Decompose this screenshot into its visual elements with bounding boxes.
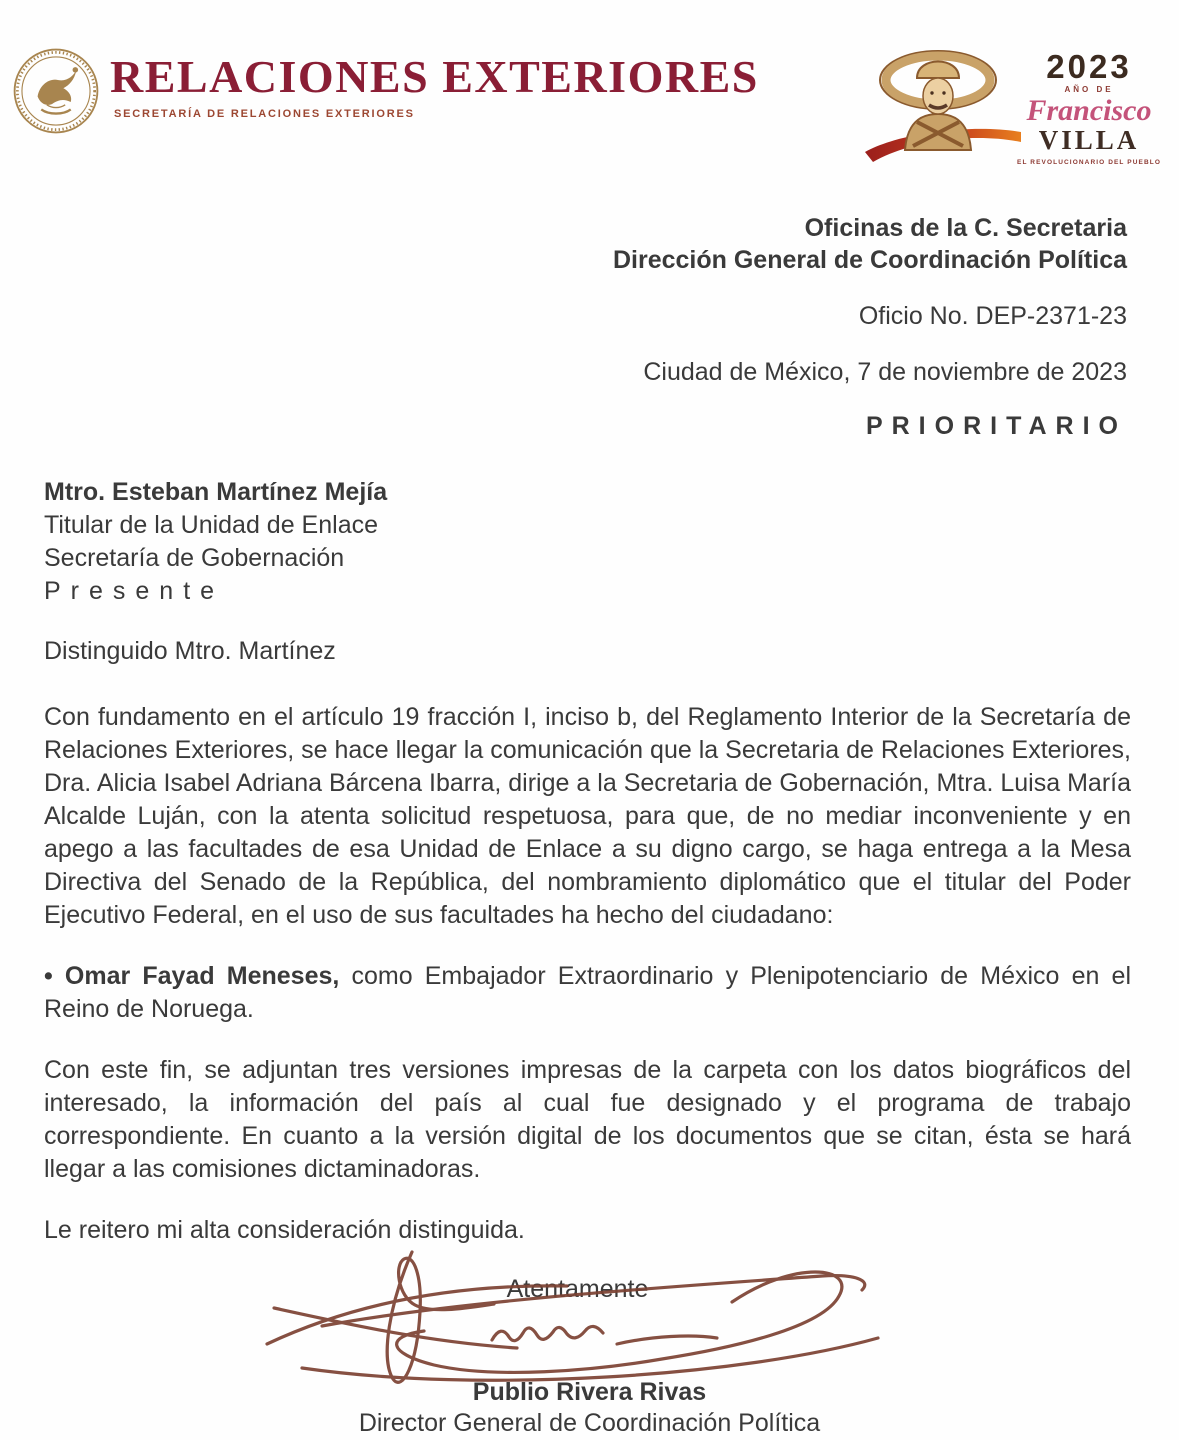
villa-logo-text — [1013, 50, 1165, 166]
villa-name-caps: VILLA — [1038, 125, 1140, 155]
closing-line: Le reitero mi alta consideración distinguida. — [44, 1216, 525, 1244]
recipient-org: Secretaría de Gobernación — [44, 544, 345, 572]
present-label: Presente — [44, 577, 225, 605]
oficio-number: Oficio No. DEP-2371-23 — [858, 302, 1127, 330]
appointee-name: • Omar Fayad Meneses, — [44, 962, 340, 990]
francisco-villa-portrait-icon — [863, 38, 1023, 178]
brand-title: RELACIONES EXTERIORES — [110, 51, 759, 102]
dateline: Ciudad de México, 7 de noviembre de 2023 — [643, 358, 1127, 386]
recipient-name: Mtro. Esteban Martínez Mejía — [44, 478, 388, 506]
villa-small-caption: AÑO DE — [1064, 85, 1114, 94]
appointee-role: como Embajador Extraordinario y Plenipotenciario de México en el Reino de Noruega. — [44, 962, 1131, 1023]
sre-brand-block — [10, 38, 759, 144]
villa-year: 2023 — [1046, 48, 1132, 85]
brand-text — [110, 38, 759, 120]
signer-name: Publio Rivera Rivas — [472, 1378, 707, 1406]
villa-2023-logo — [863, 38, 1165, 178]
villa-name-script: Francisco — [1026, 94, 1152, 127]
signer-title: Director General de Coordinación Política — [358, 1409, 821, 1437]
office-line-1: Oficinas de la C. Secretaria — [804, 214, 1127, 242]
letter-body — [44, 701, 1131, 1247]
recipient-title: Titular de la Unidad de Enlace — [44, 511, 378, 539]
signature-scribble — [262, 1246, 882, 1398]
national-emblem-icon — [10, 38, 102, 144]
body-paragraph-1: Con fundamento en el artículo 19 fracción I, inciso b, del Reglamento Interior de la Secretaría de Relaciones Exteriores, se hace llegar la comunicación que la Secretaria de Relaciones Exteriores, Dra. Alicia Isabel Adriana Bárcena Ibarra, dirige a la Secretaria de Gobernación, Mtra. Luisa María Alcalde Luján, con la atenta solicitud respetuosa, para que, de no mediar inconveniente y en apego a las facultades de esa Unidad de Enlace a su digno cargo, se haga entrega a la Mesa Directiva del Senado de la República, del nombramiento diplomático que el titular del Poder Ejecutivo Federal, en el uso de sus facultades ha hecho del ciudadano: — [44, 703, 1131, 929]
meta-block — [0, 212, 1179, 442]
letterhead — [0, 0, 1179, 178]
brand-subtitle: SECRETARÍA DE RELACIONES EXTERIORES — [114, 108, 415, 120]
office-line-2: Dirección General de Coordinación Política — [612, 246, 1127, 274]
recipient-block — [44, 476, 1179, 668]
body-paragraph-2: Con este fin, se adjuntan tres versiones impresas de la carpeta con los datos biográficos del interesado, la información del país al cual fue designado y el programa de trabajo correspondiente. En cuanto a la versión digital de los documentos que se citan, ésta se hará llegar a las comisiones dictaminadoras. — [44, 1056, 1131, 1183]
appointee-bullet — [44, 960, 1131, 1026]
signature-block — [0, 1377, 1179, 1439]
priority-label: PRIORITARIO — [865, 412, 1127, 440]
valediction: Atentamente — [506, 1275, 649, 1303]
salutation: Distinguido Mtro. Martínez — [44, 637, 336, 665]
villa-tagline: EL REVOLUCIONARIO DEL PUEBLO — [1017, 159, 1161, 166]
